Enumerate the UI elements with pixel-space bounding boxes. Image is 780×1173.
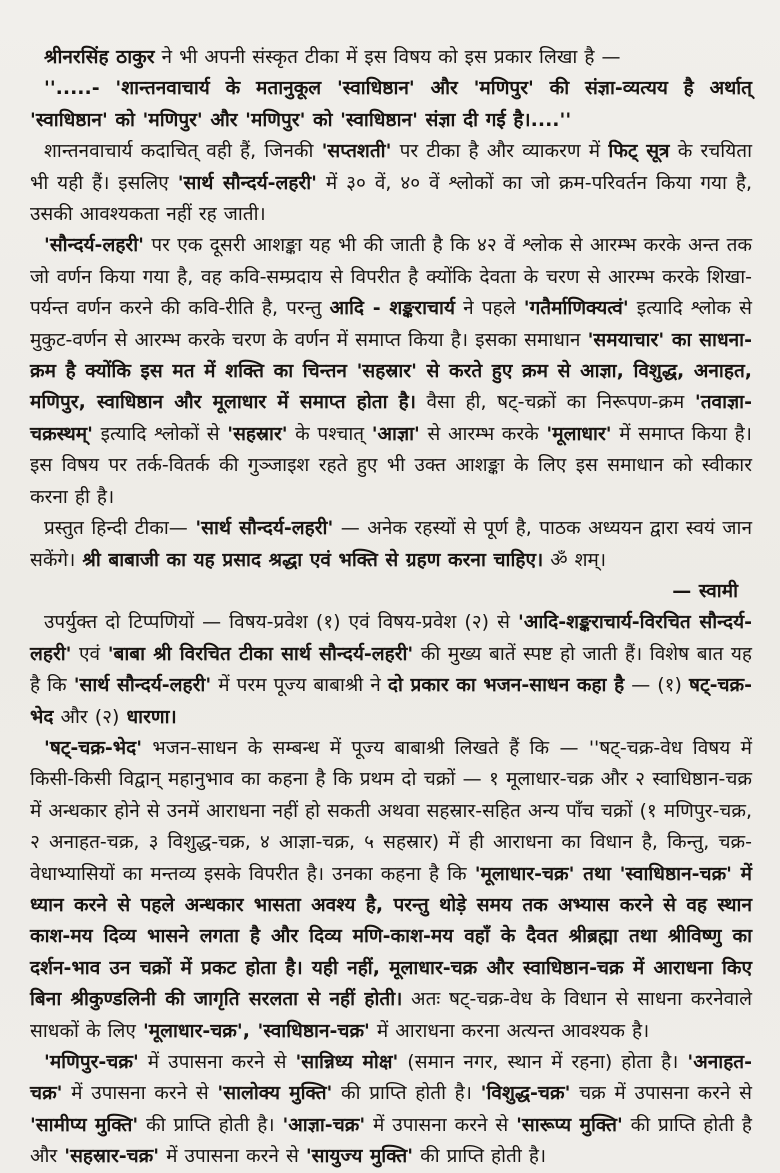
emphasized-text: 'गतैर्माणिक्यत्वं' xyxy=(523,297,629,320)
body-text: उपर्युक्त दो टिप्पणियों — विषय-प्रवेश (१) एवं विषय-प्रवेश (२) से xyxy=(44,611,519,634)
paragraph xyxy=(30,607,752,733)
emphasized-text: 'सामीप्य मुक्ति' xyxy=(30,1113,139,1136)
emphasized-text: फिट् सूत्र xyxy=(608,140,670,163)
paragraph xyxy=(30,576,752,607)
emphasized-text: 'सार्थ सौन्दर्य-लहरी' xyxy=(73,674,212,697)
body-text: में आराधना करना अत्यन्त आवश्यक है। xyxy=(369,1019,650,1042)
emphasized-text: 'सप्तशती' xyxy=(321,140,392,163)
body-text: की प्राप्ति होती है। xyxy=(413,1145,547,1168)
emphasized-text: 'आदि-शङ्कराचार्य-विरचित सौन्दर्य-लहरी' xyxy=(30,611,752,665)
body-text: में उपासना करने से xyxy=(62,1082,218,1105)
body-text: — अनेक रहस्यों से पूर्ण है, पाठक अध्ययन द्वारा स्वयं जान सकेंगे। xyxy=(30,517,752,571)
body-text: में परम पूज्य बाबाश्री ने xyxy=(211,674,388,697)
paragraph xyxy=(30,42,752,73)
body-text: में उपासना करने से xyxy=(159,1145,306,1168)
body-text: ने पहले xyxy=(455,297,524,320)
emphasized-text: आदि - शङ्कराचार्य xyxy=(329,297,455,320)
emphasized-text: 'बाबा श्री विरचित टीका सार्थ सौन्दर्य-लहरी' xyxy=(107,642,414,665)
body-text: (समान नगर, स्थान में रहना) होता है। xyxy=(398,1051,688,1073)
emphasized-text: 'सान्निध्य मोक्ष' xyxy=(295,1051,399,1073)
body-text: वैसा ही, षट्-चक्रों का निरूपण-क्रम xyxy=(415,391,695,414)
emphasized-text: ''.....- 'शान्तनवाचार्य के मतानुकूल 'स्वाधिष्ठान' और 'मणिपुर' की संज्ञा-व्यत्यय है अर्थात् 'स्वाधिष्ठान' को 'मणिपुर' और 'मणिपुर' को 'स्वाधिष्ठान' संज्ञा दी गई है।....'' xyxy=(30,77,752,131)
body-text: से आरम्भ करके xyxy=(419,422,547,445)
body-text: एवं xyxy=(71,642,108,665)
emphasized-text: श्री बाबाजी का यह प्रसाद श्रद्धा एवं भक्ति से ग्रहण करना चाहिए। xyxy=(82,548,544,571)
emphasized-text: 'सालोक्य मुक्ति' xyxy=(217,1082,333,1105)
body-text: की प्राप्ति होती है। xyxy=(332,1082,481,1105)
body-text: और (२) xyxy=(53,705,127,728)
emphasized-text: 'षट्-चक्र-भेद' xyxy=(44,736,143,759)
body-text: के रचयिता भी यही हैं। इसलिए xyxy=(30,140,752,194)
body-text: भजन-साधन के सम्बन्ध में पूज्य बाबाश्री लिखते हैं कि — ''षट्-चक्र-वेध विषय में किसी-किसी विद्वान् महानुभाव का कहना है कि प्रथम दो चक्रों — १ मूलाधार-चक्र और २ स्वाधिष्ठान-चक्र में अन्धकार होने से उनमें आराधना नहीं हो सकती अथवा सहस्रार-सहित अन्य पाँच चक्रों (१ मणिपुर-चक्र, २ अनाहत-चक्र, ३ विशुद्ध-चक्र, ४ आज्ञा-चक्र, ५ सहस्रार) में ही आराधना का विधान है, किन्तु, चक्र-वेधाभ्यासियों का मन्तव्य इसके विपरीत है। उनका कहना है कि xyxy=(30,736,752,885)
emphasized-text: श्रीनरसिंह ठाकुर xyxy=(44,46,155,68)
emphasized-text: 'सौन्दर्य-लहरी' xyxy=(44,234,144,257)
body-text: में ३० वें, ४० वें श्लोकों का जो क्रम-परिवर्तन किया गया है, उसकी आवश्यकता नहीं रह जाती। xyxy=(30,171,752,226)
paragraph xyxy=(30,73,752,136)
emphasized-text: 'मूलाधार-चक्र', 'स्वाधिष्ठान-चक्र' xyxy=(142,1019,370,1042)
emphasized-text: 'समयाचार' का साधना-क्रम है क्योंकि इस मत में शक्ति का चिन्तन 'सहस्रार' से करते हुए क्रम से आज्ञा, विशुद्ध, अनाहत, मणिपुर, स्वाधिष्ठान और मूलाधार में समाप्त होता है। xyxy=(30,328,752,414)
emphasized-text: 'सहस्रार' xyxy=(227,422,288,445)
emphasized-text: 'विशुद्ध-चक्र' xyxy=(480,1082,571,1105)
body-text: प्रस्तुत हिन्दी टीका— xyxy=(44,517,196,540)
body-text: चक्र में उपासना करने से xyxy=(570,1082,752,1105)
emphasized-text: 'अनाहत-चक्र' xyxy=(30,1051,752,1105)
emphasized-text: — स्वामी xyxy=(672,579,738,602)
body-text: में उपासना करने से xyxy=(365,1113,517,1136)
body-text: इत्यादि श्लोक से मुकुट-वर्णन से आरम्भ करके चरण के वर्णन में समाप्त किया है। इसका समाधान xyxy=(30,297,752,351)
body-text: अतः षट्-चक्र-वेध के विधान से साधना करनेवाले साधकों के लिए xyxy=(30,988,752,1042)
body-text: — (१) xyxy=(624,674,690,697)
body-text: की प्राप्ति होती है। xyxy=(138,1113,283,1136)
emphasized-text: 'तवाज्ञा-चक्रस्थम्' xyxy=(30,391,752,445)
emphasized-text: 'सारूप्य मुक्ति' xyxy=(516,1113,623,1136)
body-text: में समाप्त किया है। इस विषय पर तर्क-वितर्क की गुञ्जाइश रहते हुए भी उक्त आशङ्का के लिए इस समाधान को स्वीकार करना ही है। xyxy=(30,422,752,508)
body-text: शान्तनवाचार्य कदाचित् वही हैं, जिनकी xyxy=(44,140,322,163)
body-text: पर एक दूसरी आशङ्का यह भी की जाती है कि ४२ वें श्लोक से आरम्भ करके अन्त तक जो वर्णन किया गया है, वह कवि-सम्प्रदाय से विपरीत है क्योंकि देवता के चरण से आरम्भ करके शिखा-पर्यन्त वर्णन करने की कवि-रीति है, परन्तु xyxy=(30,234,752,320)
paragraph xyxy=(30,230,752,513)
paragraph xyxy=(30,733,752,1047)
body-text: ने भी अपनी संस्कृत टीका में इस विषय को इस प्रकार लिखा है — xyxy=(154,46,621,68)
body-text: में उपासना करने से xyxy=(138,1051,296,1073)
emphasized-text: 'सायुज्य मुक्ति' xyxy=(305,1145,414,1168)
emphasized-text: 'सहस्रार-चक्र' xyxy=(64,1145,160,1168)
paragraph xyxy=(30,136,752,230)
emphasized-text: 'मणिपुर-चक्र' xyxy=(44,1051,139,1073)
emphasized-text: 'आज्ञा-चक्र' xyxy=(282,1113,366,1136)
emphasized-text: 'मूलाधार-चक्र' तथा 'स्वाधिष्ठान-चक्र' में ध्यान करने से पहले अन्धकार भासता अवश्य है, परन्तु थोड़े समय तक अभ्यास करने से वह स्थान काश-मय दिव्य भासने लगता है और दिव्य मणि-काश-मय वहाँ के दैवत श्रीब्रह्मा तथा श्रीविष्णु का दर्शन-भाव उन चक्रों में प्रकट होता है। यही नहीं, मूलाधार-चक्र और स्वाधिष्ठान-चक्र में आराधना किए बिना श्रीकुण्डलिनी की जागृति सरलता से नहीं होती। xyxy=(30,862,753,1011)
page-text xyxy=(30,42,752,1173)
emphasized-text: षट्-चक्र-भेद xyxy=(30,674,753,728)
emphasized-text: धारणा। xyxy=(126,705,177,728)
emphasized-text: दो प्रकार का भजन-साधन कहा है xyxy=(387,674,625,697)
body-text: की मुख्य बातें स्पष्ट हो जाती हैं। विशेष बात यह है कि xyxy=(30,642,753,697)
emphasized-text: 'आज्ञा' xyxy=(371,422,420,445)
body-text: के पश्चात् xyxy=(287,422,372,445)
paragraph xyxy=(30,1047,752,1173)
paragraph xyxy=(30,513,752,576)
emphasized-text: 'मूलाधार' xyxy=(546,422,612,445)
emphasized-text: 'सार्थ सौन्दर्य-लहरी' xyxy=(195,517,334,540)
body-text: पर टीका है और व्याकरण में xyxy=(391,140,609,163)
emphasized-text: 'सार्थ सौन्दर्य-लहरी' xyxy=(177,171,317,194)
body-text: इत्यादि श्लोकों से xyxy=(93,422,228,445)
body-text: ॐ शम्। xyxy=(543,548,607,571)
body-text: की प्राप्ति होती है और xyxy=(30,1113,752,1168)
